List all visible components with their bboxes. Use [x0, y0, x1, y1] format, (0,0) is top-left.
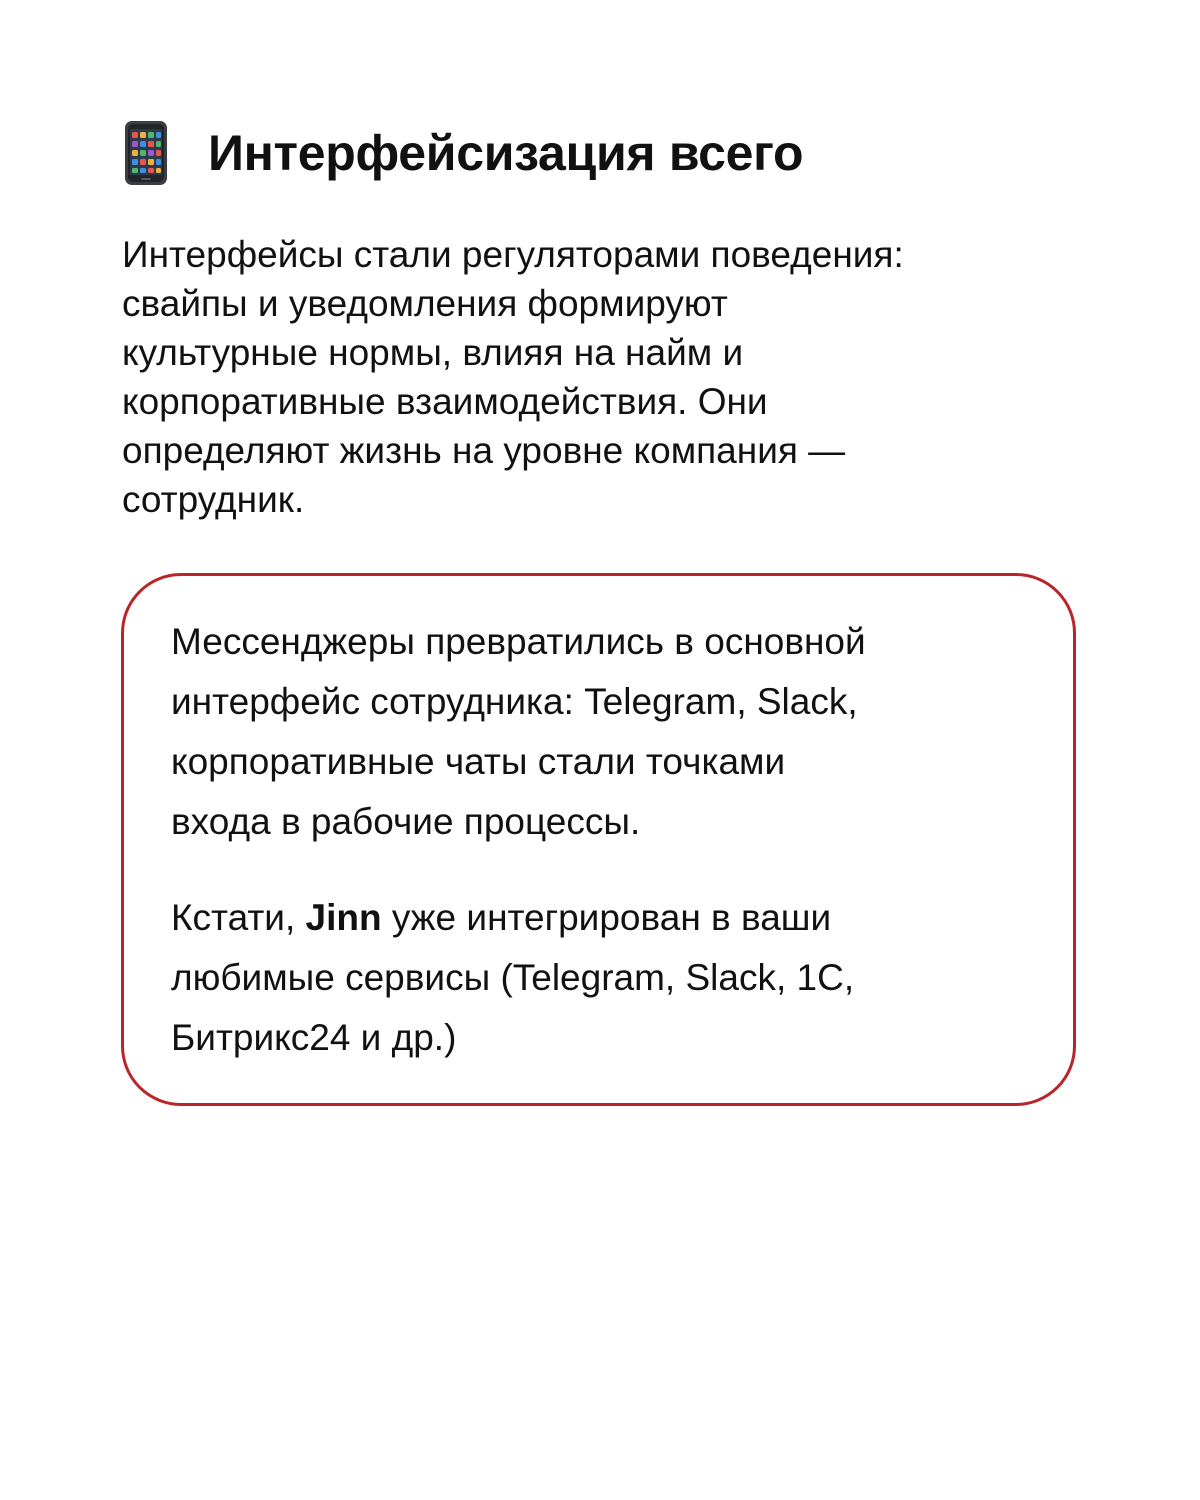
- callout-paragraph-jinn: [171, 888, 1051, 1068]
- callout-jinn-prefix: Кстати,: [171, 897, 306, 938]
- callout-paragraph-messengers: Мессенджеры превратились в основной интерфейс сотрудника: Telegram, Slack, корпоративные чаты стали точками входа в рабочие процессы.: [171, 621, 866, 842]
- intro-paragraph: Интерфейсы стали регуляторами поведения: свайпы и уведомления формируют культурные нормы, влияя на найм и корпоративные взаимодействия. Они определяют жизнь на уровне компания — сотрудник.: [122, 234, 904, 520]
- heading: [124, 118, 803, 188]
- callout-jinn-suffix: уже интегрирован в ваши любимые сервисы (Telegram, Slack, 1С, Битрикс24 и др.): [171, 897, 855, 1058]
- mobile-phone-icon: [124, 120, 168, 186]
- callout-box: [121, 573, 1076, 1106]
- brand-name-jinn: Jinn: [305, 897, 382, 938]
- page-title: Интерфейсизация всего: [208, 125, 804, 181]
